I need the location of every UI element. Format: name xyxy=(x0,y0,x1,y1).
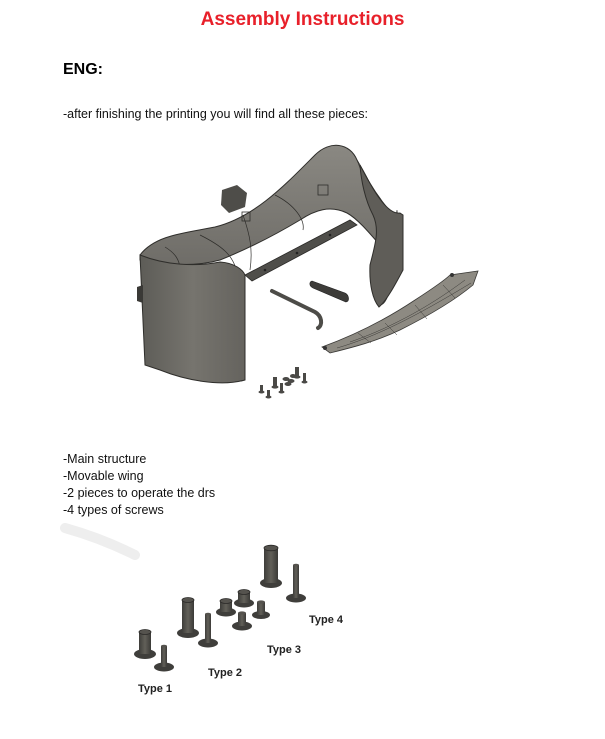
screw-type-2-label: Type 2 xyxy=(208,667,243,679)
screw-type-3-label: Type 3 xyxy=(267,644,302,656)
intro-text: -after finishing the printing you will find all these pieces: xyxy=(63,107,369,121)
screw-type-4-label: Type 4 xyxy=(309,614,344,626)
screw-type-1 xyxy=(134,630,174,672)
parts-list-item: -Movable wing xyxy=(63,469,144,483)
screws xyxy=(259,367,308,399)
parts-list-item: -2 pieces to operate the drs xyxy=(63,486,216,500)
drs-rod xyxy=(272,291,321,328)
page-title: Assembly Instructions xyxy=(200,9,405,30)
main-structure xyxy=(137,145,403,383)
mount-bracket xyxy=(221,185,247,213)
screw-type-3 xyxy=(216,590,270,631)
screw-type-2 xyxy=(177,598,218,648)
all-pieces-figure xyxy=(125,135,525,415)
screw-type-1-label: Type 1 xyxy=(138,683,173,695)
screw-types-figure xyxy=(60,520,390,710)
parts-list-item: -Main structure xyxy=(63,452,147,466)
drs-lever xyxy=(310,281,349,302)
language-heading: ENG: xyxy=(63,61,103,78)
movable-wing xyxy=(322,271,478,353)
parts-list xyxy=(63,451,215,519)
screw-type-4 xyxy=(260,545,306,602)
parts-list-item: -4 types of screws xyxy=(63,503,164,517)
